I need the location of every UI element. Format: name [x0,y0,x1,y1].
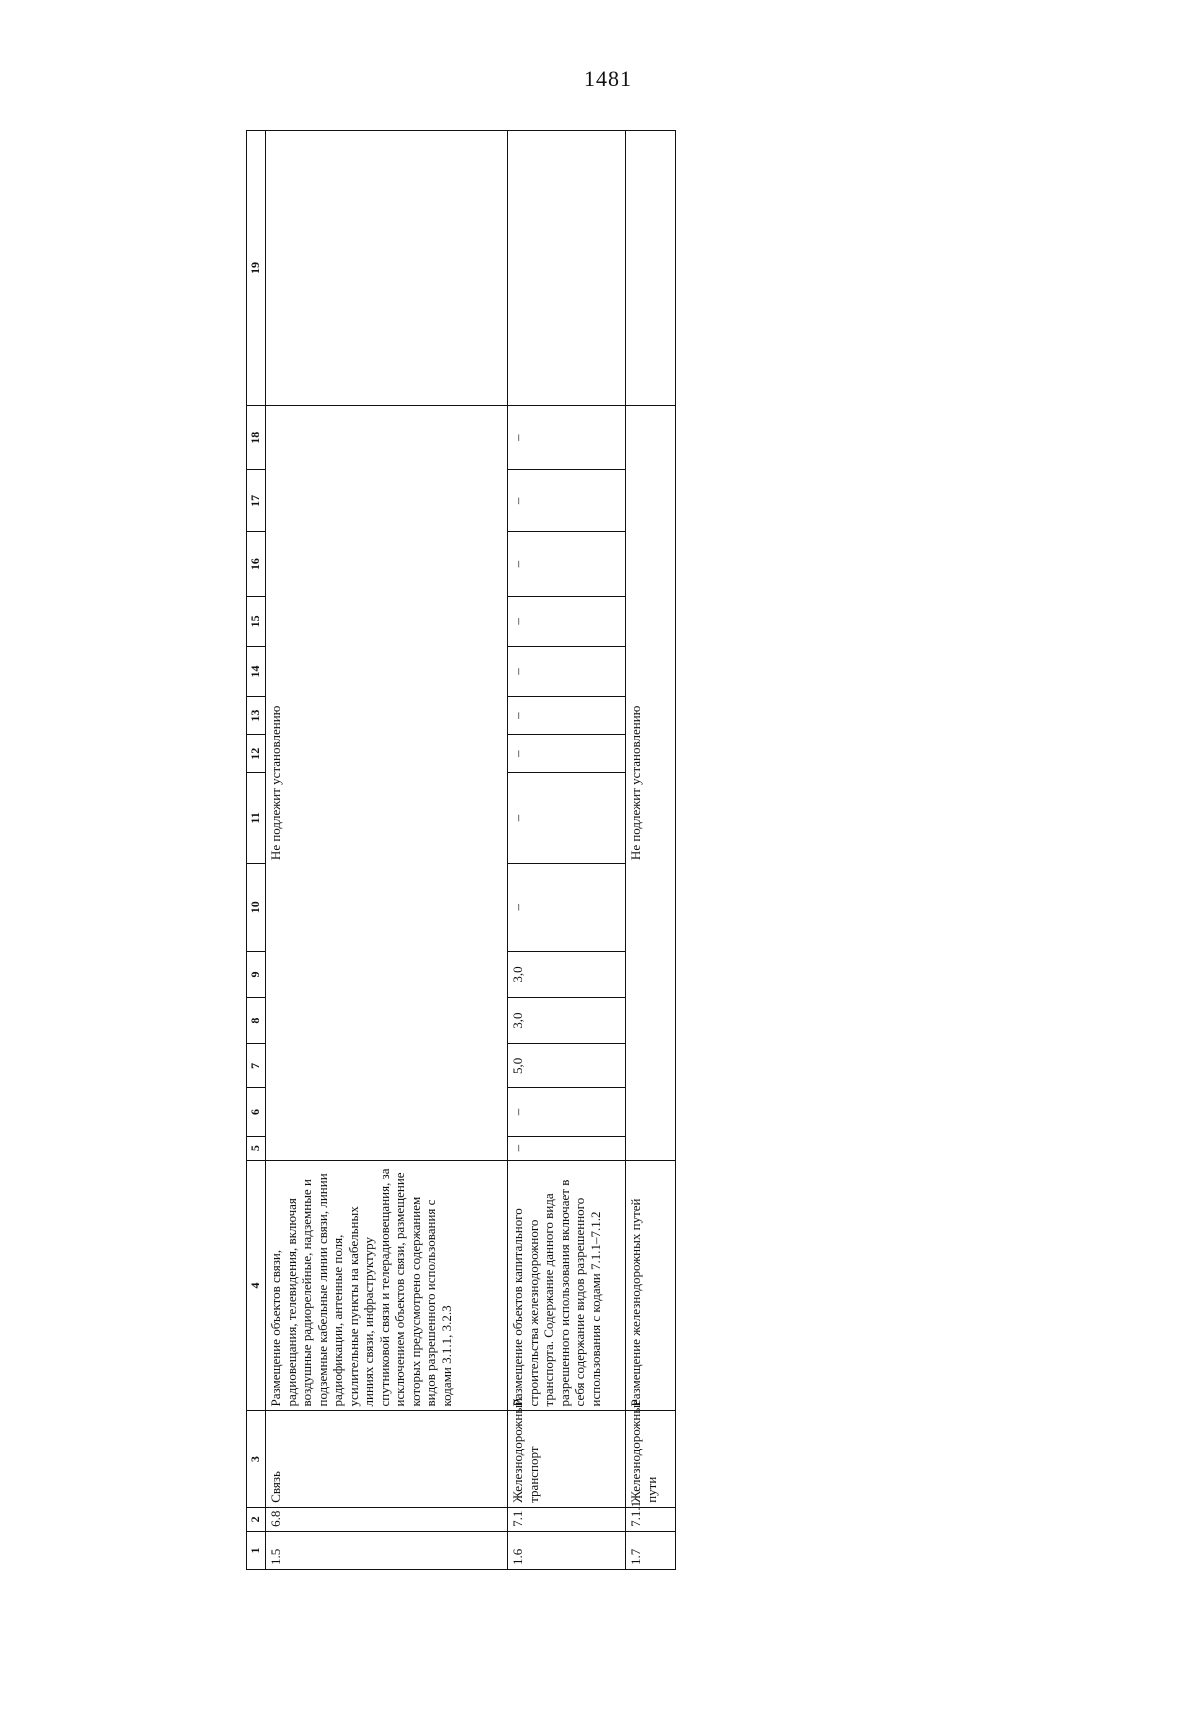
header-cell: 9 [247,951,266,997]
row-code: 6.8 [266,1507,508,1531]
header-cell: 6 [247,1088,266,1136]
cell-c13: – [508,697,626,735]
table-row [266,131,508,1570]
row-col19 [266,131,508,406]
row-description: Размещение объектов связи, радиовещания, телевидения, включая воздушные радиорелейные, надземные и подземные кабельные линии связи, линии радиофикации, антенные поля, усилительные пункты на кабельных линиях связи, инфраструктуру спутниковой связи и телерадиовещания, за исключением объектов связи, размещение которых предусмотрено содержанием видов разрешенного использования с кодами 3.1.1, 3.2.3 [266,1160,508,1411]
rotated-table-wrapper [246,130,676,1570]
header-cell: 15 [247,596,266,646]
header-cell: 1 [247,1531,266,1569]
row-number: 1.6 [508,1531,626,1569]
header-cell: 14 [247,646,266,696]
cell-c5: – [508,1136,626,1160]
header-cell: 13 [247,697,266,735]
cell-c8: 3,0 [508,998,626,1044]
row-col19 [508,131,626,406]
row-description: Размещение объектов капитального строительства железнодорожного транспорта. Содержание данного вида разрешенного использования включает в себя содержание видов разрешенного использования с кодами 7.1.1–7.1.2 [508,1160,626,1411]
row-number: 1.5 [266,1531,508,1569]
header-cell: 11 [247,773,266,863]
merged-not-applicable: Не подлежит установлению [266,406,508,1161]
header-cell: 3 [247,1411,266,1507]
regulations-table [246,130,676,1570]
row-code: 7.1 [508,1507,626,1531]
cell-c14: – [508,646,626,696]
header-cell: 2 [247,1507,266,1531]
row-name: Связь [266,1411,508,1507]
header-cell: 19 [247,131,266,406]
row-description: Размещение железнодорожных путей [626,1160,676,1411]
cell-c11: – [508,773,626,863]
header-cell: 16 [247,532,266,596]
cell-c9: 3,0 [508,951,626,997]
table-row [508,131,626,1570]
row-code: 7.1.1 [626,1507,676,1531]
merged-not-applicable: Не подлежит установлению [626,406,676,1161]
cell-c10: – [508,863,626,951]
header-cell: 4 [247,1160,266,1411]
header-cell: 17 [247,470,266,532]
cell-c17: – [508,470,626,532]
row-name: Железнодорожные пути [626,1411,676,1507]
cell-c7: 5,0 [508,1044,626,1088]
header-row [247,131,266,1570]
header-cell: 10 [247,863,266,951]
cell-c16: – [508,532,626,596]
header-cell: 18 [247,406,266,470]
cell-c15: – [508,596,626,646]
cell-c12: – [508,735,626,773]
row-number: 1.7 [626,1531,676,1569]
table-row [626,131,676,1570]
row-col19 [626,131,676,406]
cell-c6: – [508,1088,626,1136]
header-cell: 7 [247,1044,266,1088]
page-number: 1481 [584,66,632,91]
header-cell: 8 [247,998,266,1044]
header-cell: 12 [247,735,266,773]
cell-c18: – [508,406,626,470]
header-cell: 5 [247,1136,266,1160]
row-name: Железнодорожный транспорт [508,1411,626,1507]
